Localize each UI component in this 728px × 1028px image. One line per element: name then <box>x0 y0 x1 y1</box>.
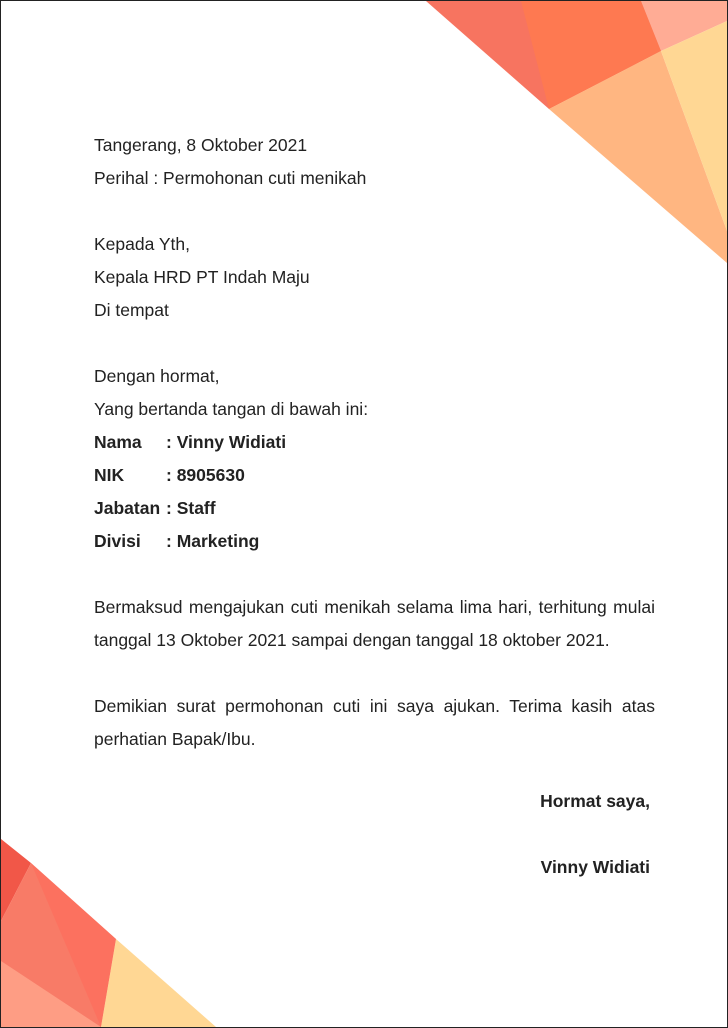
body-paragraph: Bermaksud mengajukan cuti menikah selama lima hari, terhitung mulai tanggal 13 Oktober 2021 sampai dengan tanggal 18 oktober 2021. <box>94 597 655 650</box>
recipient-to: Kepada Yth, <box>94 234 191 254</box>
recipient-name: Kepala HRD PT Indah Maju <box>94 267 310 287</box>
recipient-place: Di tempat <box>94 300 169 320</box>
field-label: Nama <box>94 432 142 452</box>
intro-line: Yang bertanda tangan di bawah ini: <box>94 399 369 419</box>
field-nik <box>94 459 655 492</box>
field-label: Jabatan <box>94 498 161 518</box>
field-value: : Staff <box>166 498 216 518</box>
place-date: Tangerang, 8 Oktober 2021 <box>94 135 308 155</box>
field-divisi <box>94 525 655 558</box>
field-value: : 8905630 <box>166 465 245 485</box>
field-jabatan <box>94 492 655 525</box>
signature-name: Vinny Widiati <box>540 857 650 877</box>
subject-line: Perihal : Permohonan cuti menikah <box>94 168 367 188</box>
field-value: : Vinny Widiati <box>166 432 287 452</box>
field-label: NIK <box>94 465 125 485</box>
field-nama <box>94 426 655 459</box>
salutation: Dengan hormat, <box>94 366 220 386</box>
field-label: Divisi <box>94 531 141 551</box>
closing-paragraph: Demikian surat permohonan cuti ini saya ajukan. Terima kasih atas perhatian Bapak/Ibu. <box>94 696 655 749</box>
letter-body <box>94 129 655 756</box>
field-value: : Marketing <box>166 531 260 551</box>
closing-greeting: Hormat saya, <box>540 791 650 811</box>
